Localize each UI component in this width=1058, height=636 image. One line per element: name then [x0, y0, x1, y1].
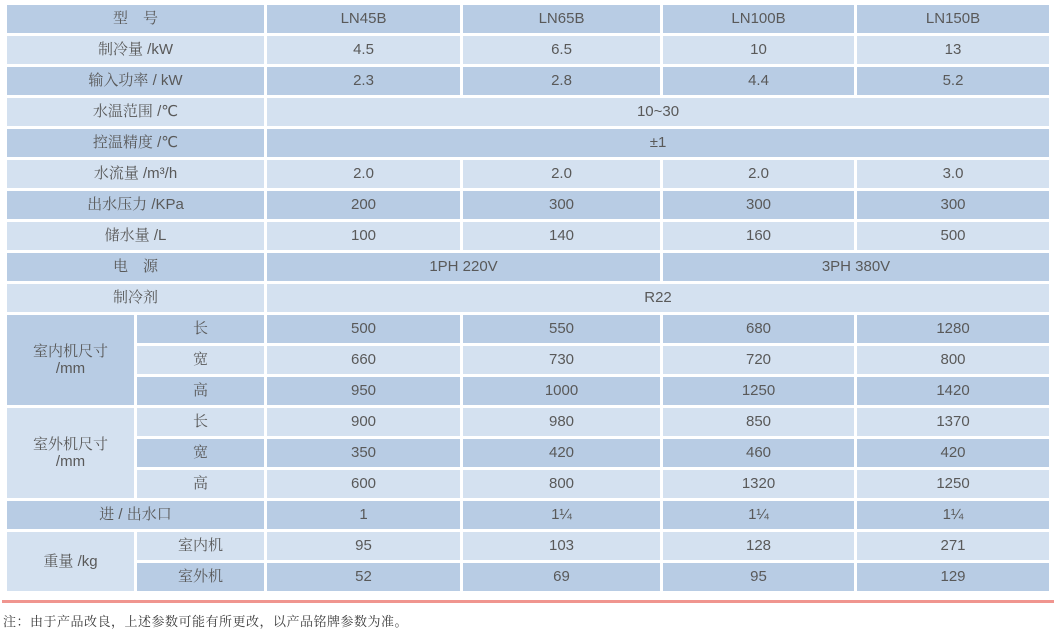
power-supply-1ph: 1PH 220V	[267, 253, 660, 281]
value-cell: 950	[267, 377, 460, 405]
row-inlet-outlet	[7, 501, 1049, 529]
row-water-storage	[7, 222, 1049, 250]
value-cell: 2.0	[663, 160, 854, 188]
value-cell: 4.4	[663, 67, 854, 95]
value-cell: 95	[663, 563, 854, 591]
row-model	[7, 5, 1049, 33]
value-cell: 2.8	[463, 67, 660, 95]
value-cell: 600	[267, 470, 460, 498]
value-cell: 200	[267, 191, 460, 219]
value-cell: 350	[267, 439, 460, 467]
value-cell: 300	[857, 191, 1049, 219]
refrigerant-label: 制冷剂	[7, 284, 264, 312]
weight-group-label: 重量 /kg	[7, 532, 134, 591]
value-cell: 103	[463, 532, 660, 560]
value-cell: 720	[663, 346, 854, 374]
value-cell: 300	[463, 191, 660, 219]
value-cell: 2.0	[463, 160, 660, 188]
value-cell: 140	[463, 222, 660, 250]
row-power-supply	[7, 253, 1049, 281]
value-cell: 1000	[463, 377, 660, 405]
model-name-ln100b: LN100B	[663, 5, 854, 33]
value-cell: 1250	[857, 470, 1049, 498]
value-cell: 6.5	[463, 36, 660, 64]
value-cell: 128	[663, 532, 854, 560]
weight-indoor-label: 室内机	[137, 532, 264, 560]
value-cell: 1250	[663, 377, 854, 405]
cooling-capacity-label: 制冷量 /kW	[7, 36, 264, 64]
dim-label-length: 长	[137, 408, 264, 436]
value-cell: 300	[663, 191, 854, 219]
outdoor-unit-size-unit: /mm	[55, 453, 86, 470]
dim-label-width: 宽	[137, 346, 264, 374]
value-cell: 5.2	[857, 67, 1049, 95]
row-outdoor-size-width	[7, 439, 1049, 467]
row-water-temp-range	[7, 98, 1049, 126]
dim-label-width: 宽	[137, 439, 264, 467]
value-cell: 1280	[857, 315, 1049, 343]
value-cell: 100	[267, 222, 460, 250]
value-cell: 1¼	[463, 501, 660, 529]
value-cell: 420	[463, 439, 660, 467]
value-cell: 850	[663, 408, 854, 436]
value-cell: 13	[857, 36, 1049, 64]
value-cell: 69	[463, 563, 660, 591]
value-cell: 160	[663, 222, 854, 250]
indoor-unit-size-unit: /mm	[55, 360, 86, 377]
value-cell: 550	[463, 315, 660, 343]
value-cell: 52	[267, 563, 460, 591]
value-cell: 129	[857, 563, 1049, 591]
value-cell: 500	[267, 315, 460, 343]
value-cell: 1320	[663, 470, 854, 498]
outlet-pressure-label: 出水压力 /KPa	[7, 191, 264, 219]
value-cell: 800	[857, 346, 1049, 374]
input-power-label: 输入功率 / kW	[7, 67, 264, 95]
row-water-flow	[7, 160, 1049, 188]
value-cell: 980	[463, 408, 660, 436]
model-name-ln45b: LN45B	[267, 5, 460, 33]
row-weight-outdoor	[7, 563, 1049, 591]
value-cell: 1¼	[857, 501, 1049, 529]
value-cell: 680	[663, 315, 854, 343]
model-row-label: 型 号	[7, 5, 264, 33]
weight-outdoor-label: 室外机	[137, 563, 264, 591]
indoor-unit-size-group-label	[7, 315, 134, 405]
value-cell: 95	[267, 532, 460, 560]
row-cooling-capacity	[7, 36, 1049, 64]
water-storage-label: 储水量 /L	[7, 222, 264, 250]
power-supply-label: 电 源	[7, 253, 264, 281]
row-refrigerant	[7, 284, 1049, 312]
value-cell: 3.0	[857, 160, 1049, 188]
temp-control-accuracy-value: ±1	[267, 129, 1049, 157]
spec-table	[4, 2, 1052, 594]
row-weight-indoor	[7, 532, 1049, 560]
value-cell: 660	[267, 346, 460, 374]
value-cell: 500	[857, 222, 1049, 250]
outdoor-unit-size-name: 室外机尺寸	[32, 435, 108, 453]
row-input-power	[7, 67, 1049, 95]
row-indoor-size-length	[7, 315, 1049, 343]
dim-label-length: 长	[137, 315, 264, 343]
value-cell: 1370	[857, 408, 1049, 436]
water-temp-range-label: 水温范围 /℃	[7, 98, 264, 126]
row-indoor-size-height	[7, 377, 1049, 405]
water-flow-label: 水流量 /m³/h	[7, 160, 264, 188]
power-supply-3ph: 3PH 380V	[663, 253, 1049, 281]
red-divider-line	[2, 600, 1054, 603]
value-cell: 1420	[857, 377, 1049, 405]
dim-label-height: 高	[137, 377, 264, 405]
model-name-ln65b: LN65B	[463, 5, 660, 33]
row-temp-control-accuracy	[7, 129, 1049, 157]
row-indoor-size-width	[7, 346, 1049, 374]
value-cell: 420	[857, 439, 1049, 467]
row-outdoor-size-height	[7, 470, 1049, 498]
indoor-unit-size-name: 室内机尺寸	[32, 342, 108, 360]
value-cell: 800	[463, 470, 660, 498]
dim-label-height: 高	[137, 470, 264, 498]
row-outdoor-size-length	[7, 408, 1049, 436]
inlet-outlet-label: 进 / 出水口	[7, 501, 264, 529]
value-cell: 1¼	[663, 501, 854, 529]
value-cell: 10	[663, 36, 854, 64]
refrigerant-value: R22	[267, 284, 1049, 312]
outdoor-unit-size-group-label	[7, 408, 134, 498]
water-temp-range-value: 10~30	[267, 98, 1049, 126]
temp-control-accuracy-label: 控温精度 /℃	[7, 129, 264, 157]
value-cell: 4.5	[267, 36, 460, 64]
value-cell: 2.3	[267, 67, 460, 95]
model-name-ln150b: LN150B	[857, 5, 1049, 33]
value-cell: 730	[463, 346, 660, 374]
footnote-text: 注：由于产品改良，上述参数可能有所更改，以产品铭牌参数为准。	[3, 614, 409, 629]
value-cell: 271	[857, 532, 1049, 560]
row-outlet-pressure	[7, 191, 1049, 219]
value-cell: 460	[663, 439, 854, 467]
value-cell: 1	[267, 501, 460, 529]
value-cell: 900	[267, 408, 460, 436]
value-cell: 2.0	[267, 160, 460, 188]
